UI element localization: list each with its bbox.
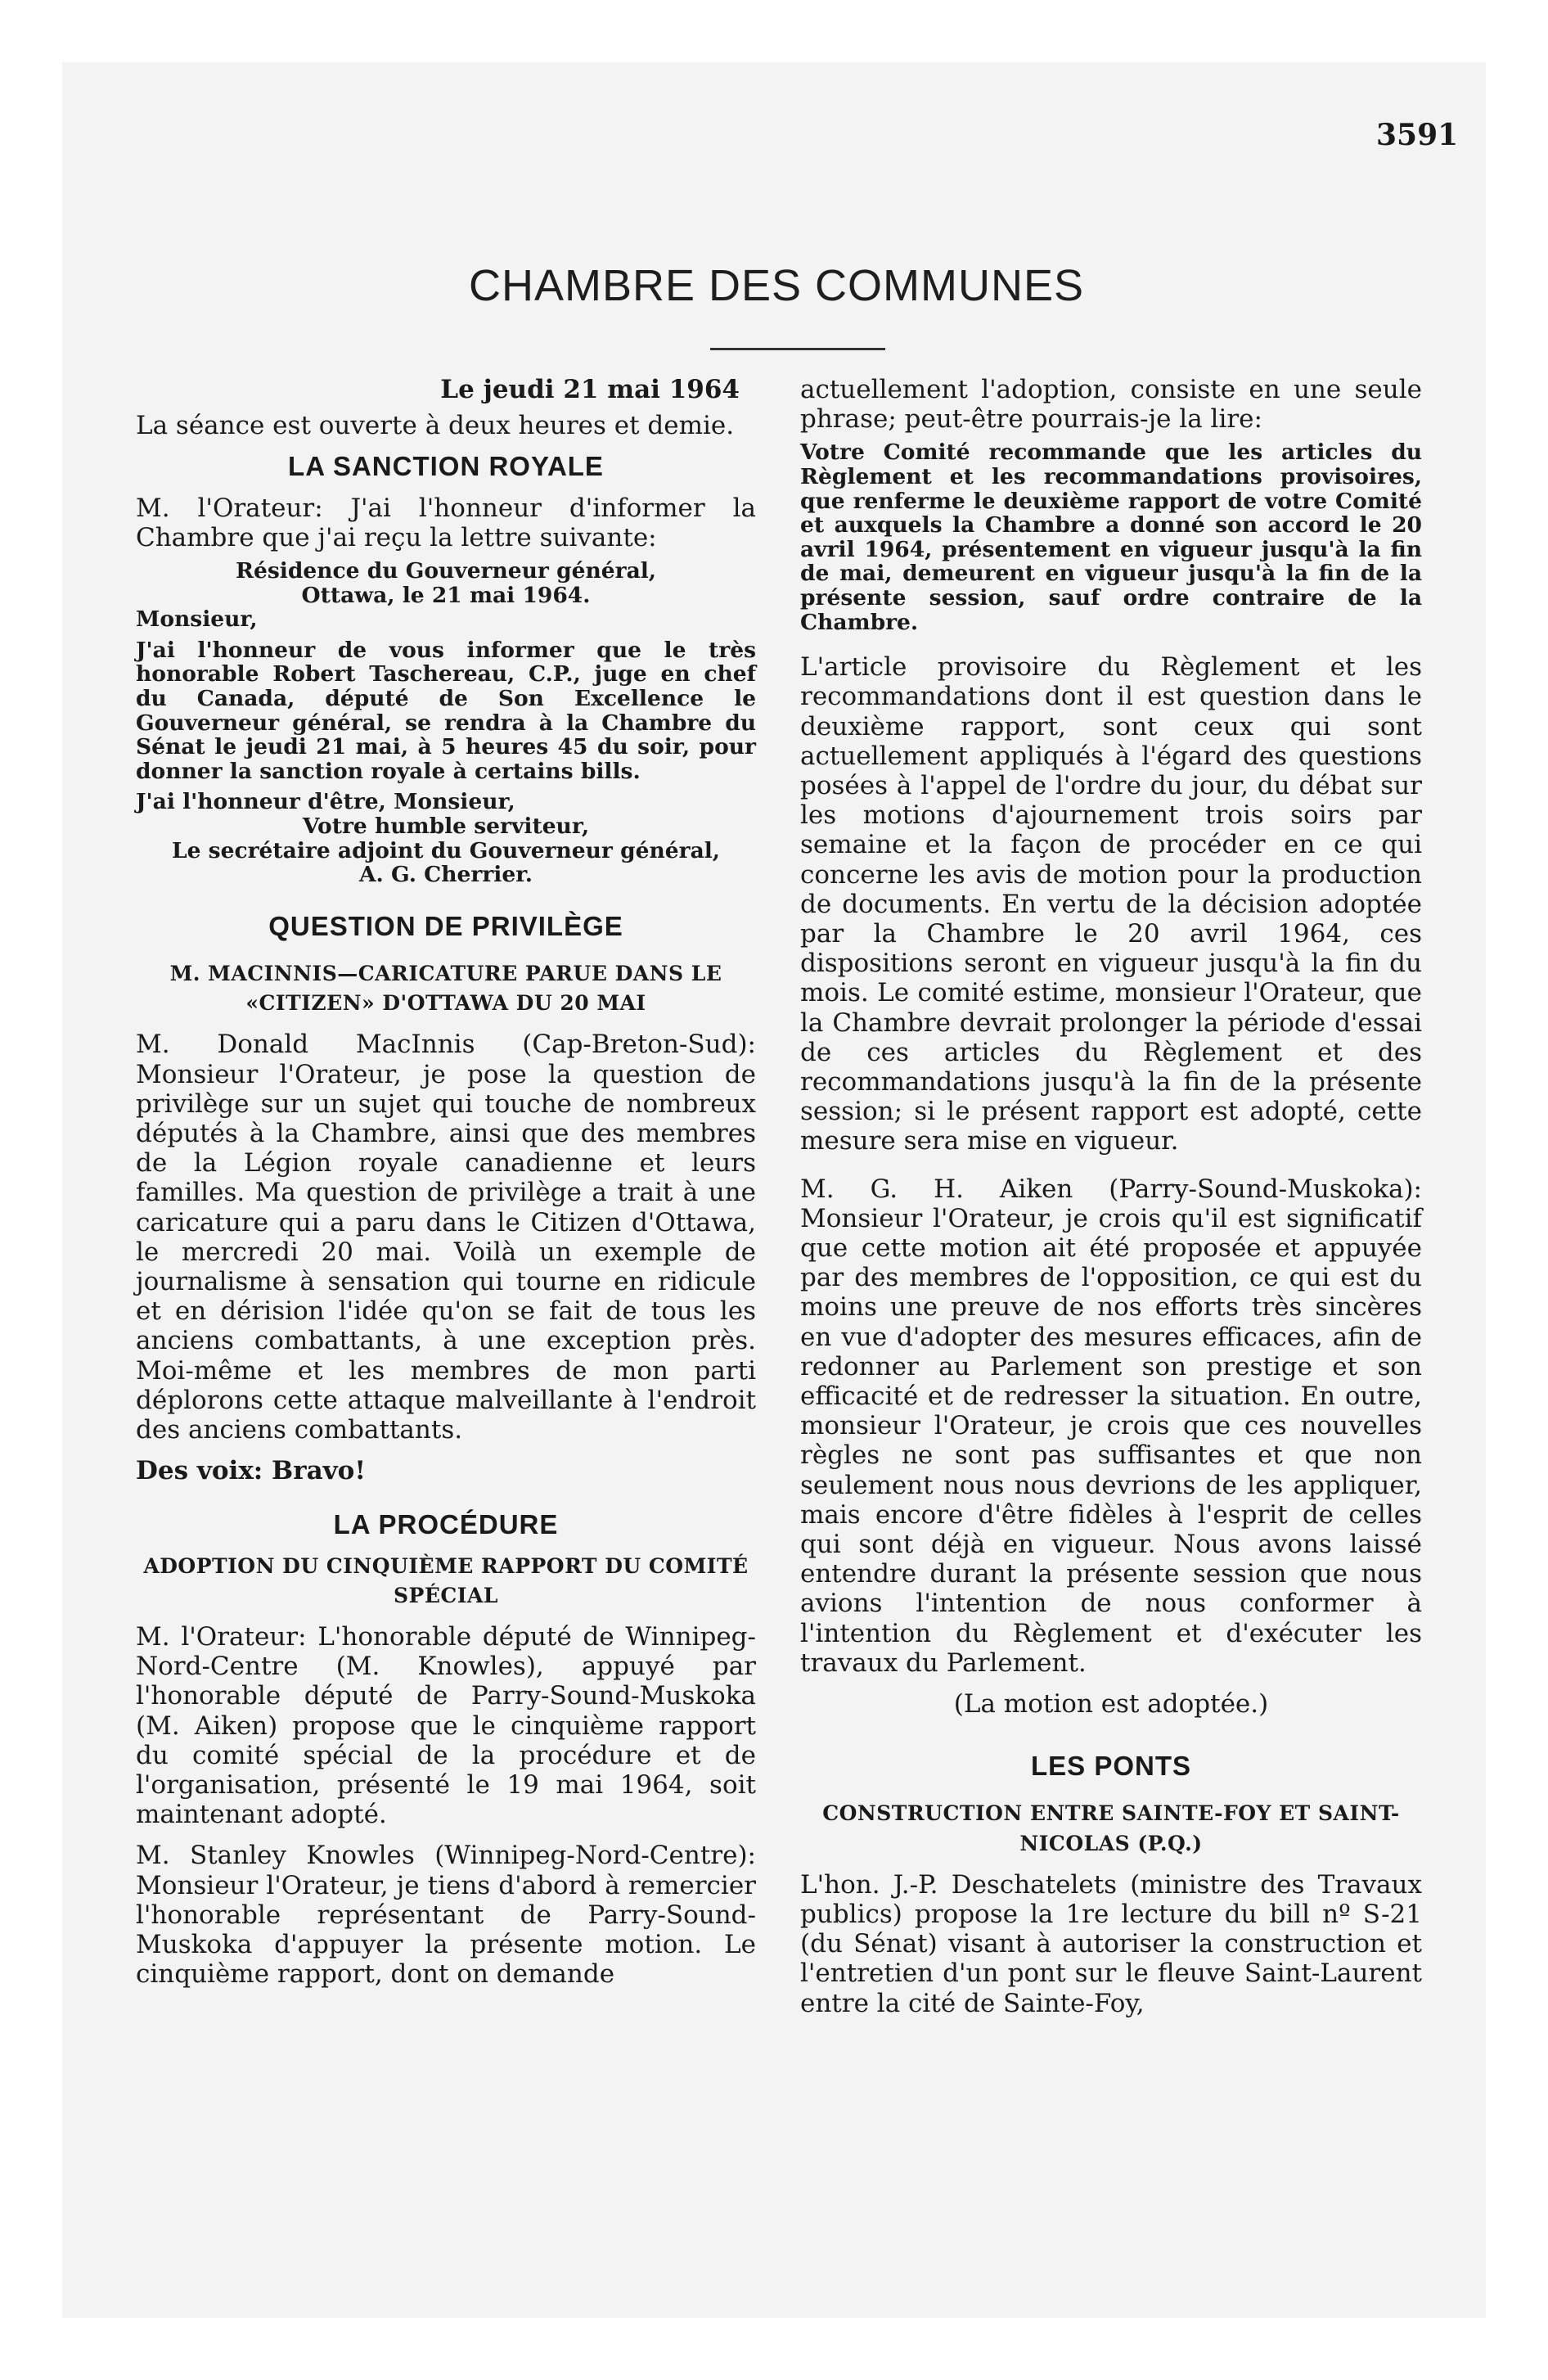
deschatelets-motion: L'hon. J.-P. Deschatelets (ministre des Travaux publics) propose la 1re lecture du bill nº S-21 (du Sénat) visant à autoriser la construction et l'entretien d'un pont sur le fleuve Saint-Laurent entre la cité de Sainte-Foy,	[800, 1869, 1422, 2018]
motion-adopted: (La motion est adoptée.)	[953, 1689, 1269, 1720]
page-title: CHAMBRE DES COMMUNES	[468, 261, 1085, 310]
sitting-date: Le jeudi 21 mai 1964	[440, 375, 740, 404]
subheading-caricature: M. MACINNIS—CARICATURE PARUE DANS LE «CITIZEN» D'OTTAWA DU 20 MAI	[169, 961, 722, 1016]
report-intro: actuellement l'adoption, consiste en une seule phrase; peut-être pourrais-je la lire:	[800, 375, 1422, 435]
title-divider	[710, 348, 885, 350]
opening-paragraph: La séance est ouverte à deux heures et demie.	[136, 411, 735, 441]
letter-signatory-title: Le secrétaire adjoint du Gouverneur général,	[171, 837, 721, 863]
letter-closing-servant: Votre humble serviteur,	[302, 813, 590, 839]
letter-address: Résidence du Gouverneur général,	[235, 558, 657, 584]
subheading-fifth-report: ADOPTION DU CINQUIÈME RAPPORT DU COMITÉ SPÉCIAL	[143, 1553, 749, 1607]
heading-question-privilege: QUESTION DE PRIVILÈGE	[268, 910, 623, 941]
subheading-construction: CONSTRUCTION ENTRE SAINTE-FOY ET SAINT-NICOLAS (P.Q.)	[822, 1801, 1400, 1855]
letter-date: Ottawa, le 21 mai 1964.	[301, 582, 591, 608]
aiken-speech: M. G. H. Aiken (Parry-Sound-Muskoka): Monsieur l'Orateur, je crois qu'il est significatif que cette motion ait été proposée et appuyée par des membres de l'opposition, ce qui est du moins une preuve de nos efforts très sincères en vue d'adopter des mesures efficaces, afin de redonner au Parlement son prestige et son efficacité et de redresser la situation. En outre, monsieur l'Orateur, je crois que ces nouvelles règles ne sont pas suffisantes et que non seulement nous nous devrions de les appliquer, mais encore d'être fidèles à l'esprit de celles qui sont déjà en vigueur. Nous avons laissé entendre durant la présente session que nous avions l'intention de nous conformer à l'intention du Règlement et d'exécuter les travaux du Parlement.	[800, 1174, 1422, 1678]
heading-sanction-royale: LA SANCTION ROYALE	[288, 451, 604, 482]
letter-signatory-name: A. G. Cherrier.	[359, 862, 533, 888]
left-column	[136, 375, 756, 1989]
right-column	[800, 375, 1422, 2018]
letter-body: J'ai l'honneur de vous informer que le très honorable Robert Taschereau, C.P., juge en chef du Canada, député de Son Excellence le Gouverneur général, se rendra à la Chambre du Sénat le jeudi 21 mai, à 5 heures 45 du soir, pour donner la sanction royale à certains bills.	[136, 637, 756, 784]
letter-closing: J'ai l'honneur d'être, Monsieur,	[136, 789, 515, 815]
report-quote: Votre Comité recommande que les articles du Règlement et les recommandations provisoires, que renferme le deuxième rapport de votre Comité et auxquels la Chambre a donné son accord le 20 avril 1964, présentement en vigueur jusqu'à la fin de mai, demeurent en vigueur jusqu'à la fin de la présente session, sauf ordre contraire de la Chambre.	[800, 439, 1422, 635]
voices-bravo: Des voix: Bravo!	[136, 1456, 366, 1486]
page-number: 3591	[1376, 118, 1459, 152]
knowles-speech: M. Stanley Knowles (Winnipeg-Nord-Centre): Monsieur l'Orateur, je tiens d'abord à remercier l'honorable représentant de Parry-Sound-Muskoka d'appuyer la présente motion. Le cinquième rapport, dont on demande	[136, 1841, 756, 1990]
macinnis-speech: M. Donald MacInnis (Cap-Breton-Sud): Monsieur l'Orateur, je pose la question de privilège sur un sujet qui touche de nombreux députés à la Chambre, ainsi que des membres de la Légion royale canadienne et leurs familles. Ma question de privilège a trait à une caricature qui a paru dans le Citizen d'Ottawa, le mercredi 20 mai. Voilà un exemple de journalisme à sensation qui tourne en ridicule et en dérision l'idée qu'on se fait de tous les anciens combattants, à une exception près. Moi-même et les membres de mon parti déplorons cette attaque malveillante à l'endroit des anciens combattants.	[136, 1030, 756, 1445]
provisional-article-paragraph: L'article provisoire du Règlement et les recommandations dont il est question dans le deuxième rapport, sont ceux qui sont actuellement appliqués à l'égard des questions posées à l'appel de l'ordre du jour, du débat sur les motions d'ajournement trois soirs par semaine et la façon de procéder en ce qui concerne les avis de motion pour la production de documents. En vertu de la décision adoptée par la Chambre le 20 avril 1964, ces dispositions seront en vigueur jusqu'à la fin du mois. Le comité estime, monsieur l'Orateur, que la Chambre devrait prolonger la période d'essai de ces articles du Règlement et des recommandations jusqu'à la fin de la présente session; si le présent rapport est adopté, cette mesure sera mise en vigueur.	[800, 652, 1422, 1156]
orateur-announcement: M. l'Orateur: J'ai l'honneur d'informer la Chambre que j'ai reçu la lettre suivante:	[136, 493, 756, 552]
orateur-motion: M. l'Orateur: L'honorable député de Winnipeg-Nord-Centre (M. Knowles), appuyé par l'honorable député de Parry-Sound-Muskoka (M. Aiken) propose que le cinquième rapport du comité spécial de la procédure et de l'organisation, présenté le 19 mai 1964, soit maintenant adopté.	[136, 1622, 756, 1830]
heading-procedure: LA PROCÉDURE	[333, 1509, 559, 1540]
letter-salutation: Monsieur,	[136, 606, 258, 633]
heading-les-ponts: LES PONTS	[1030, 1751, 1192, 1782]
